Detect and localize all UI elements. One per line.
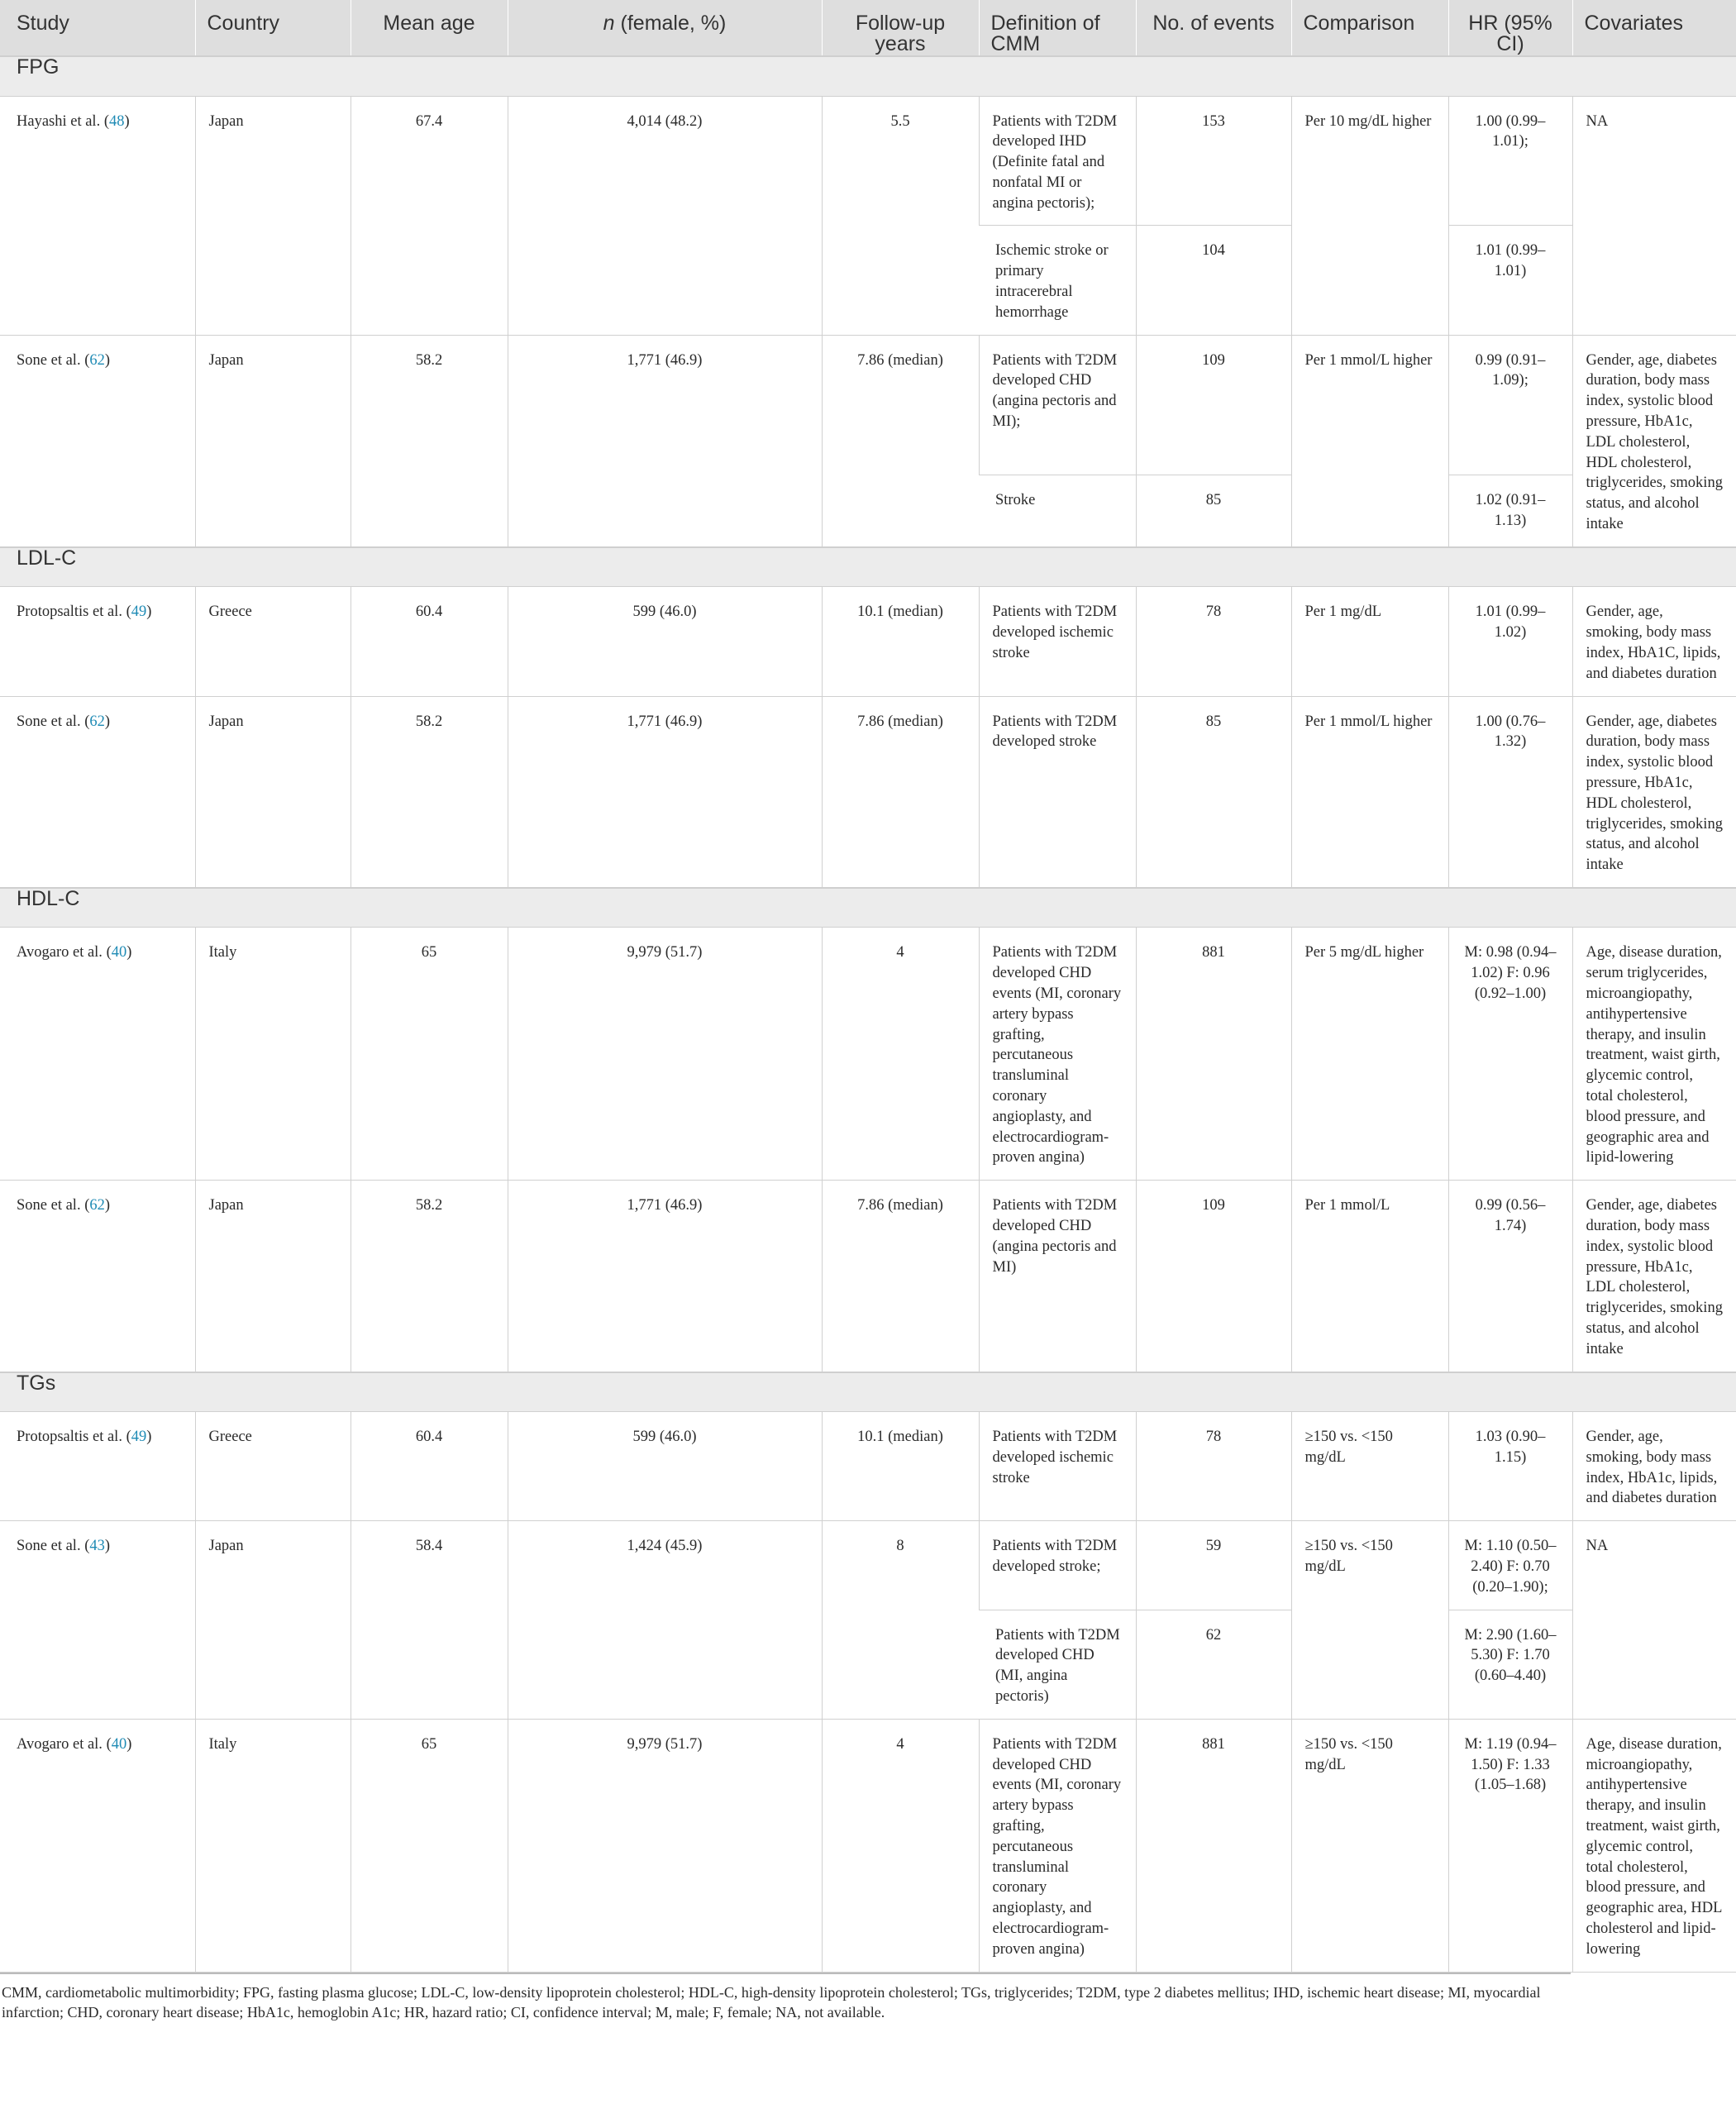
definition-cell: Patients with T2DM developed CHD (angina pectoris and MI);: [979, 335, 1136, 475]
covariates-cell: Gender, age, diabetes duration, body mass index, systolic blood pressure, HbA1c, LDL cholesterol, triglycerides, smoking status, and alcohol intake: [1572, 1181, 1736, 1372]
follow-up-cell: 7.86 (median): [822, 335, 979, 547]
header-hr: HR (95% CI): [1448, 0, 1572, 56]
reference-link[interactable]: 62: [89, 713, 105, 730]
header-definition: Definition of CMM: [979, 0, 1136, 56]
country-cell: Japan: [195, 696, 351, 888]
comparison-cell: Per 1 mmol/L higher: [1291, 335, 1448, 547]
mean-age-cell: 67.4: [351, 96, 508, 335]
follow-up-cell: 10.1 (median): [822, 1412, 979, 1521]
follow-up-cell: 4: [822, 928, 979, 1181]
covariates-cell: Gender, age, diabetes duration, body mass index, systolic blood pressure, HbA1c, HDL cholesterol, triglycerides, smoking status, and alcohol intake: [1572, 696, 1736, 888]
section-title: FPG: [0, 56, 1736, 96]
definition-cell: Patients with T2DM developed IHD (Definite fatal and nonfatal MI or angina pectoris);: [979, 96, 1136, 226]
definition-cell: Patients with T2DM developed CHD events (MI, coronary artery bypass grafting, percutaneous transluminal coronary angioplasty, and electrocardiogram-proven angina): [979, 928, 1136, 1181]
hr-cell: 0.99 (0.91–1.09);: [1448, 335, 1572, 475]
section-title: TGs: [0, 1372, 1736, 1412]
covariates-cell: Age, disease duration, serum triglycerides, microangiopathy, antihypertensive therapy, and insulin treatment, waist girth, glycemic control, total cholesterol, blood pressure, and geographic area and lipid-lowering: [1572, 928, 1736, 1181]
mean-age-cell: 60.4: [351, 1412, 508, 1521]
definition-cell: Ischemic stroke or primary intracerebral hemorrhage: [979, 226, 1136, 335]
country-cell: Japan: [195, 1181, 351, 1372]
covariates-cell: Age, disease duration, microangiopathy, antihypertensive therapy, and insulin treatment, waist girth, glycemic control, total cholesterol, blood pressure, and geographic area, HDL cholesterol and lipid-lowering: [1572, 1719, 1736, 1972]
events-cell: 109: [1136, 335, 1291, 475]
study-author: Hayashi et al.: [17, 112, 101, 130]
table-row: [0, 96, 1736, 226]
events-cell: 85: [1136, 475, 1291, 547]
comparison-cell: ≥150 vs. <150 mg/dL: [1291, 1719, 1448, 1972]
reference-link[interactable]: 49: [131, 604, 147, 621]
header-comparison: Comparison: [1291, 0, 1448, 56]
n-female-cell: 1,771 (46.9): [508, 696, 822, 888]
n-female-cell: 4,014 (48.2): [508, 96, 822, 335]
study-cell: Protopsaltis et al. (49): [0, 587, 195, 696]
mean-age-cell: 58.2: [351, 1181, 508, 1372]
study-cell: Sone et al. (62): [0, 1181, 195, 1372]
n-female-cell: 1,424 (45.9): [508, 1521, 822, 1720]
comparison-cell: Per 5 mg/dL higher: [1291, 928, 1448, 1181]
header-n-female: [508, 0, 822, 56]
table-row: [0, 696, 1736, 888]
table-row: [0, 928, 1736, 1181]
study-cell: Sone et al. (62): [0, 696, 195, 888]
header-mean-age: Mean age: [351, 0, 508, 56]
definition-cell: Patients with T2DM developed CHD (MI, angina pectoris): [979, 1610, 1136, 1719]
study-author: Protopsaltis et al.: [17, 604, 122, 621]
country-cell: Japan: [195, 96, 351, 335]
definition-cell: Patients with T2DM developed ischemic stroke: [979, 1412, 1136, 1521]
n-female-cell: 599 (46.0): [508, 587, 822, 696]
reference-link[interactable]: 62: [89, 351, 105, 369]
header-follow-up: Follow-up years: [822, 0, 979, 56]
section-row: [0, 56, 1736, 96]
reference-link[interactable]: 49: [131, 1429, 147, 1446]
country-cell: Greece: [195, 1412, 351, 1521]
section-row: [0, 547, 1736, 587]
comparison-cell: Per 1 mg/dL: [1291, 587, 1448, 696]
hr-cell: 1.00 (0.76–1.32): [1448, 696, 1572, 888]
comparison-cell: Per 1 mmol/L higher: [1291, 696, 1448, 888]
hr-cell: 0.99 (0.56–1.74): [1448, 1181, 1572, 1372]
study-cell: Hayashi et al. (48): [0, 96, 195, 335]
study-author: Sone et al.: [17, 1197, 81, 1214]
header-country: Country: [195, 0, 351, 56]
hr-cell: 1.01 (0.99–1.02): [1448, 587, 1572, 696]
comparison-cell: ≥150 vs. <150 mg/dL: [1291, 1412, 1448, 1521]
events-cell: 78: [1136, 1412, 1291, 1521]
n-female-cell: 1,771 (46.9): [508, 335, 822, 547]
hr-cell: 1.01 (0.99–1.01): [1448, 226, 1572, 335]
header-n-italic: n: [603, 12, 615, 35]
study-author: Sone et al.: [17, 713, 81, 730]
covariates-cell: NA: [1572, 1521, 1736, 1720]
covariates-cell: Gender, age, smoking, body mass index, HbA1c, lipids, and diabetes duration: [1572, 1412, 1736, 1521]
hr-cell: M: 1.10 (0.50–2.40) F: 0.70 (0.20–1.90);: [1448, 1521, 1572, 1610]
study-author: Protopsaltis et al.: [17, 1429, 122, 1446]
events-cell: 881: [1136, 1719, 1291, 1972]
table-header-row: [0, 0, 1736, 56]
definition-cell: Stroke: [979, 475, 1136, 547]
n-female-cell: 9,979 (51.7): [508, 1719, 822, 1972]
comparison-cell: ≥150 vs. <150 mg/dL: [1291, 1521, 1448, 1720]
events-cell: 881: [1136, 928, 1291, 1181]
follow-up-cell: 8: [822, 1521, 979, 1720]
table-row: [0, 335, 1736, 475]
country-cell: Italy: [195, 928, 351, 1181]
reference-link[interactable]: 48: [109, 112, 125, 130]
reference-link[interactable]: 43: [89, 1538, 105, 1555]
study-author: Avogaro et al.: [17, 1735, 103, 1753]
study-cell: Avogaro et al. (40): [0, 928, 195, 1181]
section-title: LDL-C: [0, 547, 1736, 587]
definition-cell: Patients with T2DM developed CHD (angina pectoris and MI): [979, 1181, 1136, 1372]
definition-cell: Patients with T2DM developed stroke;: [979, 1521, 1136, 1610]
hr-cell: M: 1.19 (0.94–1.50) F: 1.33 (1.05–1.68): [1448, 1719, 1572, 1972]
header-events: No. of events: [1136, 0, 1291, 56]
follow-up-cell: 10.1 (median): [822, 587, 979, 696]
comparison-cell: Per 1 mmol/L: [1291, 1181, 1448, 1372]
header-n-female-text: (female, %): [620, 12, 727, 35]
section-title: HDL-C: [0, 888, 1736, 928]
table-body: [0, 56, 1736, 1972]
covariates-cell: NA: [1572, 96, 1736, 335]
events-cell: 104: [1136, 226, 1291, 335]
mean-age-cell: 58.2: [351, 696, 508, 888]
definition-cell: Patients with T2DM developed CHD events (MI, coronary artery bypass grafting, percutaneous transluminal coronary angioplasty, and electrocardiogram-proven angina): [979, 1719, 1136, 1972]
events-cell: 109: [1136, 1181, 1291, 1372]
hr-cell: M: 0.98 (0.94–1.02) F: 0.96 (0.92–1.00): [1448, 928, 1572, 1181]
study-author: Sone et al.: [17, 1538, 81, 1555]
study-author: Avogaro et al.: [17, 944, 103, 961]
comparison-cell: Per 10 mg/dL higher: [1291, 96, 1448, 335]
mean-age-cell: 65: [351, 1719, 508, 1972]
reference-link[interactable]: 62: [89, 1197, 105, 1214]
n-female-cell: 599 (46.0): [508, 1412, 822, 1521]
hr-cell: M: 2.90 (1.60–5.30) F: 1.70 (0.60–4.40): [1448, 1610, 1572, 1719]
mean-age-cell: 60.4: [351, 587, 508, 696]
country-cell: Italy: [195, 1719, 351, 1972]
table-row: [0, 587, 1736, 696]
section-row: [0, 888, 1736, 928]
events-cell: 59: [1136, 1521, 1291, 1610]
hr-cell: 1.03 (0.90–1.15): [1448, 1412, 1572, 1521]
definition-cell: Patients with T2DM developed stroke: [979, 696, 1136, 888]
country-cell: Greece: [195, 587, 351, 696]
table-row: [0, 1412, 1736, 1521]
reference-link[interactable]: 40: [111, 944, 127, 961]
covariates-cell: Gender, age, diabetes duration, body mass index, systolic blood pressure, HbA1c, LDL cholesterol, HDL cholesterol, triglycerides, smoking status, and alcohol intake: [1572, 335, 1736, 547]
definition-cell: Patients with T2DM developed ischemic stroke: [979, 587, 1136, 696]
country-cell: Japan: [195, 335, 351, 547]
n-female-cell: 1,771 (46.9): [508, 1181, 822, 1372]
table-row: [0, 1181, 1736, 1372]
study-cell: Protopsaltis et al. (49): [0, 1412, 195, 1521]
n-female-cell: 9,979 (51.7): [508, 928, 822, 1181]
table-row: [0, 1521, 1736, 1610]
events-cell: 78: [1136, 587, 1291, 696]
reference-link[interactable]: 40: [111, 1735, 127, 1753]
events-cell: 153: [1136, 96, 1291, 226]
mean-age-cell: 65: [351, 928, 508, 1181]
country-cell: Japan: [195, 1521, 351, 1720]
header-covariates: Covariates: [1572, 0, 1736, 56]
covariates-cell: Gender, age, smoking, body mass index, HbA1C, lipids, and diabetes duration: [1572, 587, 1736, 696]
hr-cell: 1.00 (0.99–1.01);: [1448, 96, 1572, 226]
follow-up-cell: 5.5: [822, 96, 979, 335]
section-row: [0, 1372, 1736, 1412]
study-cell: Sone et al. (62): [0, 335, 195, 547]
footnote: CMM, cardiometabolic multimorbidity; FPG, fasting plasma glucose; LDL-C, low-density lipoprotein cholesterol; HDL-C, high-density lipoprotein cholesterol; TGs, triglycerides; T2DM, type 2 diabetes mellitus; IHD, ischemic heart disease; MI, myocardial infarction; CHD, coronary heart disease; HbA1c, hemoglobin A1c; HR, hazard ratio; CI, confidence interval; M, male; F, female; NA, not available.: [2, 1983, 1541, 2021]
mean-age-cell: 58.2: [351, 335, 508, 547]
follow-up-cell: 4: [822, 1719, 979, 1972]
study-cell: Sone et al. (43): [0, 1521, 195, 1720]
events-cell: 85: [1136, 696, 1291, 888]
table-row: [0, 1719, 1736, 1972]
hr-cell: 1.02 (0.91–1.13): [1448, 475, 1572, 547]
study-cell: Avogaro et al. (40): [0, 1719, 195, 1972]
follow-up-cell: 7.86 (median): [822, 696, 979, 888]
header-study: Study: [0, 0, 195, 56]
mean-age-cell: 58.4: [351, 1521, 508, 1720]
events-cell: 62: [1136, 1610, 1291, 1719]
study-author: Sone et al.: [17, 351, 81, 369]
follow-up-cell: 7.86 (median): [822, 1181, 979, 1372]
